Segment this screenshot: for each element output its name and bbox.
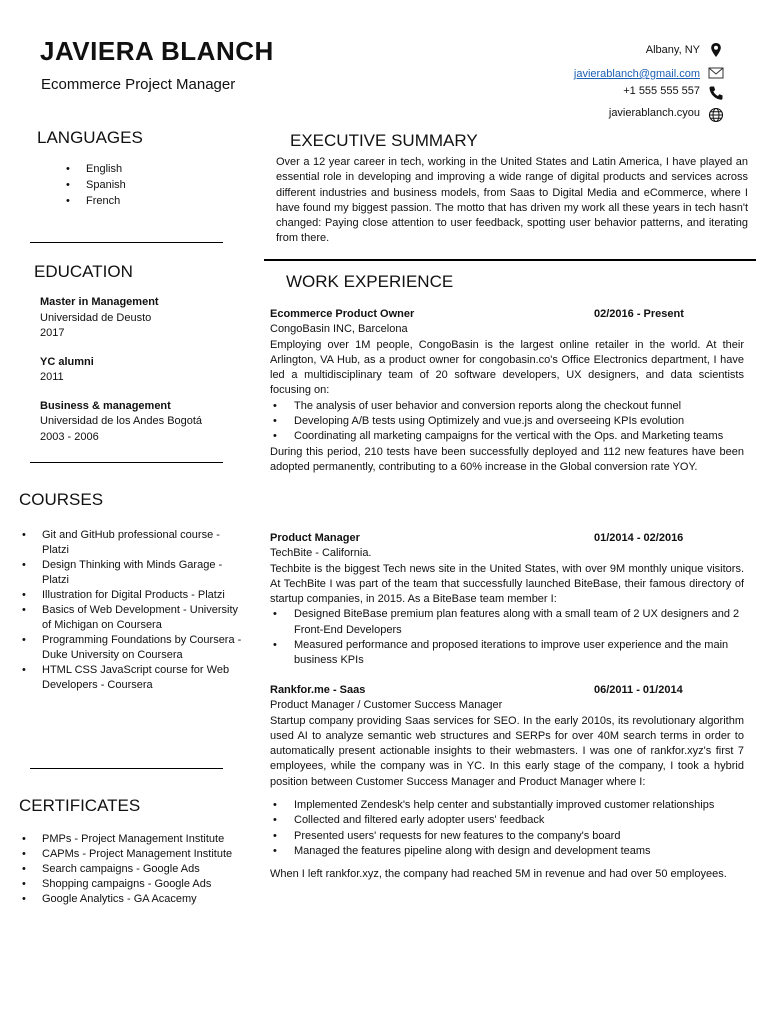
language-item: • French: [62, 193, 126, 209]
contact-phone: +1 555 555 557: [623, 85, 700, 97]
section-divider: [30, 462, 223, 463]
education-item: [40, 355, 230, 386]
summary-heading: EXECUTIVE SUMMARY: [290, 131, 478, 150]
job-description: Employing over 1M people, CongoBasin is the largest online retailer in the world. At their Arlington, VA Hub, as a product owner for congobasin.co's Office Electronics department, I have led a multidisciplinary team of 20 software developers, UX designers, and data scientists focusing on:: [270, 338, 744, 397]
certificate-item: • Shopping campaigns - Google Ads: [18, 877, 246, 892]
job-entry: [270, 683, 744, 883]
job-dates: 01/2014 - 02/2016: [594, 532, 684, 544]
job-bullet: • Implemented Zendesk's help center and substantially improved customer relationships: [270, 798, 744, 813]
section-divider: [30, 768, 223, 769]
contact-website: javierablanch.cyou: [608, 107, 700, 119]
job-description: Startup company providing Saas services for SEO. In the early 2010s, its revolutionary algorithm used AI to analyze semantic web structures and SERPs for over 40M search terms in order to automatically present actionable insights to their webmasters. I was one of rankfor.xyz's first 7 employees, while the company was in YC. In this early stage of the company, I took a hybrid position between Customer Success Manager and Product Manager where I:: [270, 714, 744, 788]
candidate-name: JAVIERA BLANCH: [40, 36, 274, 66]
contact-email-link[interactable]: javierablanch@gmail.com: [573, 68, 700, 80]
job-bullet: • Presented users' requests for new features to the company's board: [270, 829, 744, 844]
contact-location: Albany, NY: [645, 44, 700, 56]
phone-icon: [708, 85, 726, 101]
job-bullet: • The analysis of user behavior and conversion reports along the checkout funnel: [270, 399, 744, 414]
job-company: TechBite - California.: [270, 547, 372, 560]
job-bullets: [270, 399, 744, 445]
course-item: • Illustration for Digital Products - Platzi: [18, 588, 246, 603]
job-title: Product Manager: [270, 532, 360, 544]
certificate-item: • PMPs - Project Management Institute: [18, 832, 246, 847]
certificate-item: • CAPMs - Project Management Institute: [18, 847, 246, 862]
language-item: • English: [62, 161, 126, 177]
job-bullet: • Coordinating all marketing campaigns for the vertical with the Ops. and Marketing teams: [270, 429, 744, 444]
work-experience-heading: WORK EXPERIENCE: [286, 272, 454, 291]
education-degree: Business & management: [40, 399, 171, 412]
job-company: CongoBasin INC, Barcelona: [270, 323, 408, 336]
envelope-icon: [708, 65, 726, 81]
job-bullet: • Developing A/B tests using Optimizely and vue.js and overseeing KPIs evolution: [270, 414, 744, 429]
job-bullet: • Designed BiteBase premium plan features along with a small team of 2 UX designers and 2 Front-End Developers: [270, 607, 744, 638]
job-company: Product Manager / Customer Success Manager: [270, 699, 503, 712]
candidate-title: Ecommerce Project Manager: [41, 76, 236, 93]
education-year: 2003 - 2006: [40, 430, 99, 443]
education-school: Universidad de Deusto: [40, 311, 152, 324]
job-entry: [270, 531, 744, 669]
section-divider: [264, 259, 756, 261]
job-bullets: [270, 798, 744, 859]
education-degree: YC alumni: [40, 355, 94, 368]
job-outcome: During this period, 210 tests have been successfully deployed and 112 new features have been adopted permanently, contributing to a 60% increase in the Global conversion rate YOY.: [270, 445, 744, 473]
job-title: Rankfor.me - Saas: [270, 684, 366, 696]
job-bullet: • Collected and filtered early adopter users' feedback: [270, 813, 744, 828]
languages-list: [62, 161, 126, 209]
course-item: • Git and GitHub professional course - Platzi: [18, 528, 246, 558]
globe-icon: [708, 107, 726, 123]
education-item: [40, 399, 230, 446]
education-year: 2011: [40, 371, 64, 383]
education-year: 2017: [40, 327, 65, 339]
location-pin-icon: [708, 42, 726, 58]
job-bullet: • Managed the features pipeline along with design and development teams: [270, 844, 744, 859]
job-title: Ecommerce Product Owner: [270, 308, 415, 320]
job-entry: [270, 307, 744, 475]
job-bullet: • Measured performance and proposed iterations to improve user experience and the main business KPIs: [270, 638, 744, 669]
job-bullets: [270, 607, 744, 668]
education-heading: EDUCATION: [34, 262, 133, 281]
education-school: Universidad de los Andes Bogotá: [40, 415, 203, 427]
courses-list: [18, 528, 246, 693]
certificate-item: • Search campaigns - Google Ads: [18, 862, 246, 877]
certificates-heading: CERTIFICATES: [19, 796, 141, 815]
summary-text: Over a 12 year career in tech, working in the United States and Latin America, I have played an essential role in developing and improving a wide range of digital products and services across different industries and business models, from Saas to Digital Media and eCommerce, where I have found my biggest passion. The motto that has driven my work all these years in tech hasn't changed: Paying close attention to user feedback, spotting user behavior patterns, and iterating from there.: [276, 156, 748, 245]
certificate-item: • Google Analytics - GA Acacemy: [18, 892, 246, 907]
job-outcome: When I left rankfor.xyz, the company had reached 5M in revenue and had over 50 employees.: [270, 868, 727, 881]
job-description: Techbite is the biggest Tech news site in the United States, with over 9M monthly unique visitors. At TechBite I was part of the team that successfully launched BiteBase, their famous directory of startup companies, in 2015. As a BiteBase team member I:: [270, 562, 744, 606]
education-list: [40, 295, 230, 445]
course-item: • HTML CSS JavaScript course for Web Developers - Coursera: [18, 663, 246, 693]
course-item: • Programming Foundations by Coursera - Duke University on Coursera: [18, 633, 246, 663]
course-item: • Design Thinking with Minds Garage - Platzi: [18, 558, 246, 588]
job-dates: 02/2016 - Present: [594, 308, 684, 320]
course-item: • Basics of Web Development - University of Michigan on Coursera: [18, 603, 246, 633]
section-divider: [30, 242, 223, 243]
job-dates: 06/2011 - 01/2014: [594, 684, 683, 696]
courses-heading: COURSES: [19, 490, 104, 509]
education-degree: Master in Management: [40, 296, 159, 308]
certificates-list: [18, 832, 246, 907]
education-item: [40, 295, 230, 342]
languages-heading: LANGUAGES: [37, 128, 143, 147]
language-item: • Spanish: [62, 177, 126, 193]
